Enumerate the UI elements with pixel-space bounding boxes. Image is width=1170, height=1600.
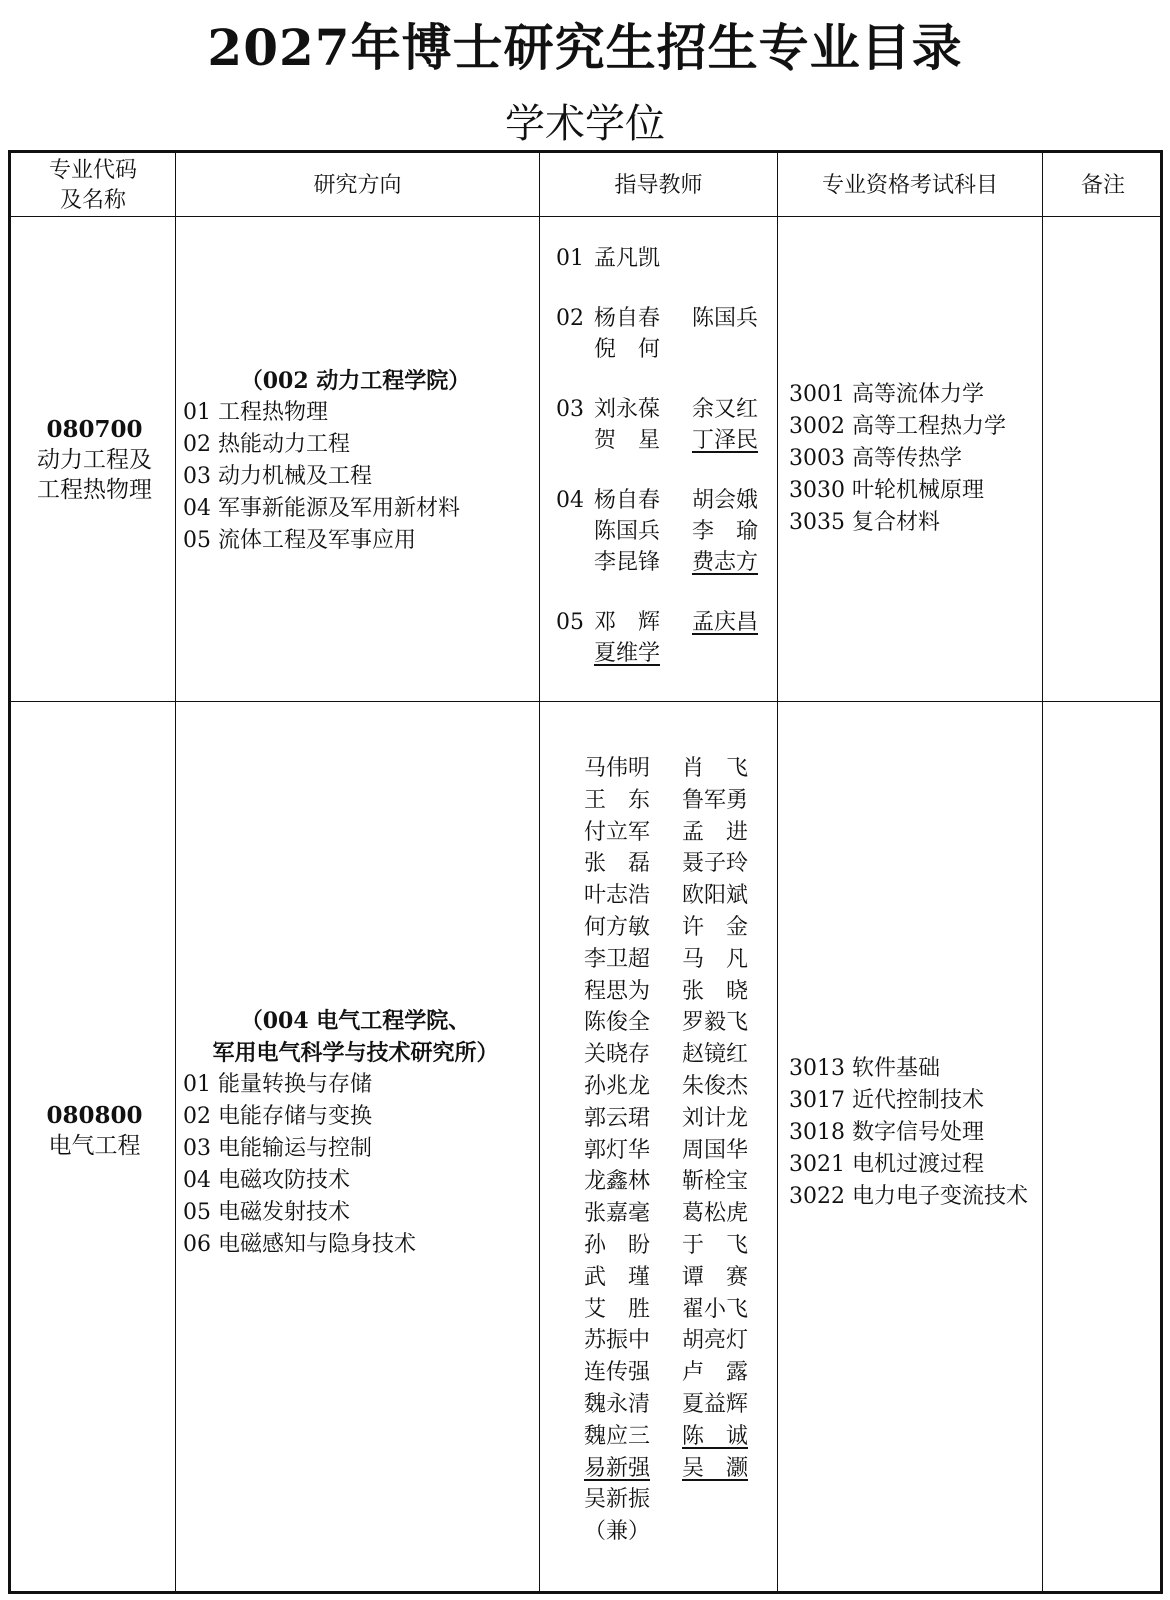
advisor-row: [584, 817, 748, 849]
direction-item: 04 电磁攻防技术: [183, 1168, 350, 1193]
advisor-row: [584, 1039, 748, 1071]
header-remark: 备注: [1080, 173, 1125, 198]
advisor-row: [584, 1007, 748, 1039]
advisor-name: 李昆锋: [594, 550, 661, 575]
advisor-name: 吴 灏: [682, 1455, 749, 1481]
advisor-name: 刘永葆: [594, 397, 661, 422]
advisor-row: [584, 1294, 748, 1326]
advisor-name: 马伟明: [584, 756, 651, 781]
header-exam: 专业资格考试科目: [821, 173, 998, 198]
advisor-name: 葛松虎: [682, 1201, 749, 1227]
advisor-name: 倪 何: [594, 337, 661, 362]
advisor-name: 孟 进: [682, 819, 749, 845]
advisor-name: 卢 露: [682, 1360, 749, 1386]
directions-080700: [183, 365, 543, 557]
advisor-name: 夏维学: [594, 641, 661, 666]
advisor-name: 王 东: [584, 787, 651, 813]
direction-item: 02 热能动力工程: [183, 432, 350, 457]
advisor-name: 赵镜红: [682, 1042, 749, 1068]
major-code: 080700: [46, 416, 143, 443]
advisor-name: 李 瑜: [692, 519, 759, 544]
advisor-name: 吴新振（兼）: [584, 1487, 651, 1545]
advisor-name: 胡亮灯: [682, 1328, 749, 1354]
advisor-name: 刘计龙: [682, 1105, 749, 1131]
header-code-line2: 及名称: [59, 188, 126, 213]
header-code: [11, 153, 175, 219]
advisor-name: 艾 胜: [584, 1296, 651, 1322]
advisor-name: 程思为: [584, 978, 651, 1004]
advisor-name: 苏振中: [584, 1328, 651, 1354]
advisor-row: [584, 1071, 748, 1103]
header-direction: 研究方向: [313, 173, 402, 198]
header-advisor: 指导教师: [614, 173, 703, 198]
advisor-row: [584, 753, 748, 785]
major-code: 080800: [46, 1102, 143, 1129]
advisor-group: [556, 607, 758, 669]
group-index: 04: [556, 488, 584, 513]
advisor-row: [584, 1198, 748, 1230]
page-subtitle: 学术学位: [505, 101, 665, 147]
advisor-name: 邓 辉: [594, 610, 661, 635]
advisor-name: 杨自春: [594, 306, 661, 331]
advisor-name: 孟庆昌: [692, 610, 759, 635]
exam-subject: 3018 数字信号处理: [789, 1120, 984, 1145]
exam-subject: 3017 近代控制技术: [789, 1088, 984, 1113]
advisor-name: 魏应三: [584, 1423, 651, 1449]
advisor-name: 罗毅飞: [682, 1010, 749, 1036]
advisor-name: 陈 诚: [682, 1423, 749, 1449]
advisor-name: 翟小飞: [682, 1296, 749, 1322]
college-name-line2: 军用电气科学与技术研究所）: [212, 1040, 499, 1066]
advisor-name: 杨自春: [594, 488, 661, 513]
advisor-name: 费志方: [692, 550, 759, 575]
advisor-name: 付立军: [584, 819, 651, 845]
advisor-name: 龙鑫林: [584, 1169, 651, 1195]
exam-subject: 3035 复合材料: [789, 510, 940, 535]
advisor-row: [584, 1103, 748, 1135]
advisor-name: 于 飞: [682, 1232, 749, 1258]
exams-080700: [789, 379, 1039, 539]
advisor-name: 许 金: [682, 914, 749, 940]
advisor-group: [556, 394, 758, 456]
advisor-name: 孙兆龙: [584, 1073, 651, 1099]
advisor-name: 肖 飞: [682, 756, 749, 781]
advisor-row: [584, 1166, 748, 1198]
advisor-row: [584, 1357, 748, 1389]
advisor-name: 余又红: [692, 397, 759, 422]
advisor-name: 夏益辉: [682, 1391, 749, 1417]
page-title: 2027年博士研究生招生专业目录: [207, 18, 963, 77]
advisor-row: [584, 1453, 748, 1485]
major-name-line1: 电气工程: [48, 1133, 141, 1159]
advisor-name: 陈俊全: [584, 1010, 651, 1036]
exam-subject: 3003 高等传热学: [789, 446, 962, 471]
college-name-line1: （004 电气工程学院、: [240, 1008, 471, 1034]
major-code-080800: [11, 1101, 178, 1161]
direction-item: 02 电能存储与变换: [183, 1104, 372, 1129]
advisor-name: 丁泽民: [692, 428, 759, 453]
advisor-row: [584, 848, 748, 880]
advisor-name: 郭云珺: [584, 1105, 651, 1131]
advisor-row: [584, 1484, 748, 1548]
row-divider: [11, 701, 1160, 702]
exam-subject: 3001 高等流体力学: [789, 382, 984, 407]
advisor-name: 谭 赛: [682, 1264, 749, 1290]
group-index: 05: [556, 610, 584, 635]
advisor-name: 鲁军勇: [682, 787, 749, 813]
advisor-name: 何方敏: [584, 914, 651, 940]
column-divider: [777, 153, 778, 1591]
group-index: 01: [556, 246, 584, 271]
advisor-name: 关晓存: [584, 1042, 651, 1068]
exam-subject: 3002 高等工程热力学: [789, 414, 1006, 439]
advisor-name: 靳栓宝: [682, 1169, 749, 1195]
exam-subject: 3022 电力电子变流技术: [789, 1184, 1028, 1209]
direction-item: 05 流体工程及军事应用: [183, 528, 416, 553]
advisor-name: 陈国兵: [594, 519, 661, 544]
direction-item: 06 电磁感知与隐身技术: [183, 1232, 416, 1257]
exams-080800: [789, 1053, 1039, 1213]
advisor-name: 魏永清: [584, 1391, 651, 1417]
advisor-name: 武 瑾: [584, 1264, 651, 1290]
direction-item: 04 军事新能源及军用新材料: [183, 496, 460, 521]
advisor-name: 聂子玲: [682, 851, 749, 877]
exam-subject: 3013 软件基础: [789, 1056, 940, 1081]
advisor-row: [584, 976, 748, 1008]
advisor-row: [584, 785, 748, 817]
major-code-080700: [11, 415, 178, 505]
advisors-080700: [556, 243, 758, 669]
major-name-line1: 动力工程及: [37, 447, 152, 473]
advisor-name: 周国华: [682, 1137, 749, 1163]
advisor-group: [556, 243, 758, 274]
column-divider: [175, 153, 176, 1591]
group-index: 03: [556, 397, 584, 422]
advisor-name: 李卫超: [584, 946, 651, 972]
advisor-name: 孙 盼: [584, 1232, 651, 1258]
advisor-name: 连传强: [584, 1360, 651, 1386]
direction-item: 01 能量转换与存储: [183, 1072, 372, 1097]
direction-item: 03 电能输运与控制: [183, 1136, 372, 1161]
advisor-name: 欧阳斌: [682, 883, 749, 909]
column-divider: [1042, 153, 1043, 1591]
group-index: 02: [556, 306, 584, 331]
direction-item: 03 动力机械及工程: [183, 464, 372, 489]
advisor-name: 易新强: [584, 1455, 651, 1481]
advisor-row: [584, 1325, 748, 1357]
catalog-table: [8, 150, 1163, 1594]
advisor-row: [584, 912, 748, 944]
exam-subject: 3030 叶轮机械原理: [789, 478, 984, 503]
advisors-080800: [584, 753, 748, 1548]
advisor-row: [584, 880, 748, 912]
advisor-name: 陈国兵: [692, 306, 759, 331]
directions-080800: [183, 1005, 543, 1261]
advisor-row: [584, 1421, 748, 1453]
advisor-row: [584, 1135, 748, 1167]
advisor-name: 张 磊: [584, 851, 651, 877]
advisor-name: 郭灯华: [584, 1137, 651, 1163]
major-name-line2: 工程热物理: [37, 477, 152, 503]
advisor-name: 张嘉毫: [584, 1201, 651, 1227]
advisor-row: [584, 944, 748, 976]
direction-item: 01 工程热物理: [183, 400, 328, 425]
header-code-line1: 专业代码: [48, 158, 137, 183]
advisor-name: 朱俊杰: [682, 1073, 749, 1099]
advisor-group: [556, 485, 758, 578]
advisor-name: 马 凡: [682, 946, 749, 972]
advisor-name: 孟凡凯: [594, 246, 661, 271]
advisor-name: 胡会娥: [692, 488, 759, 513]
direction-item: 05 电磁发射技术: [183, 1200, 350, 1225]
advisor-group: [556, 303, 758, 365]
college-name: （002 动力工程学院）: [240, 368, 471, 394]
advisor-name: 叶志浩: [584, 883, 651, 909]
exam-subject: 3021 电机过渡过程: [789, 1152, 984, 1177]
advisor-name: 张 晓: [682, 978, 749, 1004]
advisor-row: [584, 1262, 748, 1294]
advisor-row: [584, 1389, 748, 1421]
advisor-name: 贺 星: [594, 428, 661, 453]
advisor-row: [584, 1230, 748, 1262]
